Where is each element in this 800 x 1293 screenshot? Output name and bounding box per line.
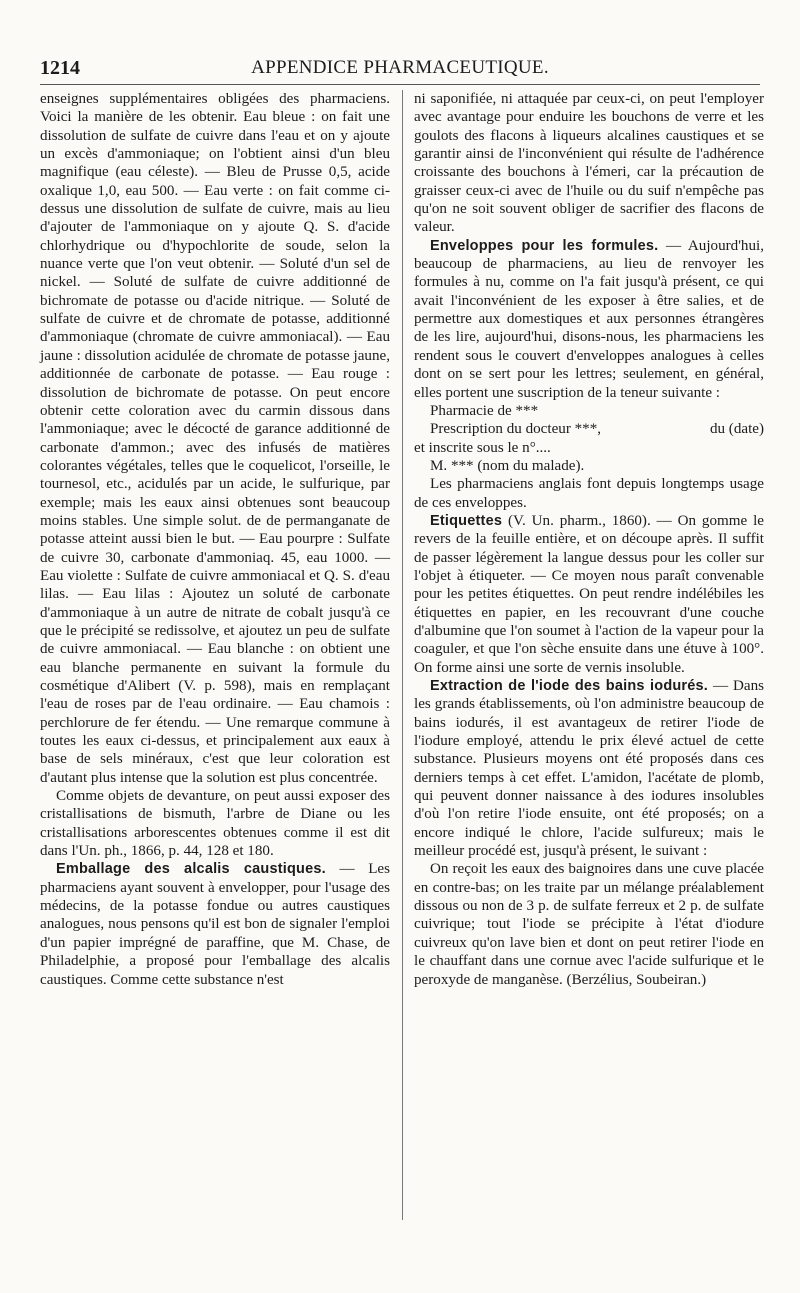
- text-labels: (V. Un. pharm., 1860). — On gomme le revers de la feuille entière, et on découpe après. Il suffit de passer légèrement la langue dessus pour les coller sur l'objet à étiqueter. — Ce moyen nous paraît convenable pour les petites étiquettes. On peut rendre indélébiles les étiquettes en papier, en les recouvrant d'une couche d'albumine que l'on soumet à l'action de la vapeur pour la coaguler, et que l'on sèche ensuite dans une étuve à 100°. On forme ainsi une sorte de vernis insoluble.: [414, 512, 764, 676]
- header-rule: [40, 84, 760, 85]
- heading-caustic-packaging: Emballage des alcalis caustiques.: [56, 861, 326, 878]
- text-envelopes: — Aujourd'hui, beaucoup de pharmaciens, au lieu de renvoyer les formules à nu, comme on l'a fait jusqu'à présent, ce qui avait l'inconvénient de les exposer à être salies, et de permettre aux domestiques et aux personnes étrangères de les lire, aujourd'hui, disons-nous, les pharmaciens les rendent sous le couvert d'enveloppes analogues à celles dont on se sert pour les lettres; seulement, en général, elles portent une suscription de la teneur suivante :: [414, 237, 764, 401]
- heading-iodine-extraction: Extraction de l'iode des bains iodurés.: [430, 678, 709, 694]
- inscription-line-prescription: [414, 420, 764, 438]
- inscription-date: du (date): [709, 421, 764, 438]
- paragraph-envelopes: [414, 237, 764, 402]
- left-column: [40, 90, 390, 989]
- paragraph-english-pharmacists: Les pharmaciens anglais font depuis longtemps usage de ces enveloppes.: [414, 476, 764, 511]
- paragraph-labels: [414, 512, 764, 677]
- heading-envelopes: Enveloppes pour les formules.: [430, 237, 659, 254]
- text-iodine-extraction: — Dans les grands établissements, où l'on administre beaucoup de bains iodurés, il est avantageux de retirer l'iode de l'iodure employé, attendu le prix élevé actuel de cette substance. Plusieurs moyens ont été proposés dans ces derniers temps à cet effet. L'amidon, l'acétate de plomb, qui peuvent donner naissance à des iodures insolubles d'où l'on retire l'iode ensuite, ont été proposés; on a encore indiqué le chlore, l'acide sulfureux; mais le meilleur procédé est, jusqu'à présent, le suivant :: [414, 678, 765, 860]
- paragraph-paraffin-continued: ni saponifiée, ni attaquée par ceux-ci, on peut l'employer avec avantage pour enduire les bouchons de verre et les goulots des flacons à liqueurs alcalines caustiques et se garantir ainsi de l'inconvénient qui résulte de l'adhérence croissante des bouchons à l'émeri, car la précaution de graisser ceux-ci avec de l'huile ou du suif n'empêche pas qu'on ne soit souvent obliger de sacrifier des flacons de valeur.: [414, 91, 764, 236]
- paragraph-colored-waters: enseignes supplémentaires obligées des pharmaciens. Voici la manière de les obtenir. Eau bleue : on fait une dissolution de sulfate de cuivre dans l'eau et on y ajoute un excès d'ammoniaque; on l'obtient ainsi d'un bleu magnifique (eau céleste). — Bleu de Prusse 0,5, acide oxalique 1,0, eau 500. — Eau verte : on fait comme ci-dessus une dissolution de sulfate de cuivre, mais au lieu d'ajouter de l'ammoniaque on y ajoute Q. S. d'acide chlorhydrique ou d'hypochlorite de soude, selon la nuance verte que l'on veut obtenir. — Soluté d'un sel de nickel. — Soluté de sulfate de cuivre additionné de bichromate de potasse ou d'acide nitrique. — Soluté de sulfate de cuivre et de chromate de potasse, additionné d'ammoniaque (chromate de cuivre ammoniacal). — Eau jaune : dissolution acidulée de chromate de potasse jaune, additionnée de carbonate de potasse. — Eau rouge : dissolution de bichromate de potasse. On peut encore obtenir cette coloration avec du carmin dissous dans l'ammoniaque; avec le décocté de garance additionné de carbonate d'ammon.; avec des infusés de matières colorantes végétales, telles que le coquelicot, l'orseille, le tournesol, etc., acidulés par un acide, le sulfurique, par exemple; mais les eaux ainsi obtenues sont beaucoup moins stables. Une simple solut. de de permanganate de potasse atteint aussi bien le but. — Eau pourpre : Sulfate de cuivre 30, carbonate d'ammoniaq. 45, eau 1000. — Eau violette : Sulfate de cuivre ammoniacal et Q. S. d'eau lilas. — Eau lilas : Ajoutez un soluté de carbonate d'ammoniaque à un autre de nitrate de cobalt jusqu'à ce que le précipité se redissolve, et ajoutez un peu de sulfate de cuivre ammoniacal. — Eau blanche : on obtient une eau blanche permanente en suivant la formule du cosmétique d'Alibert (V. p. 598), mais en remplaçant l'eau de roses par de l'eau ordinaire. — Eau chamois : perchlorure de fer étendu. — Une remarque commune à toutes les eaux ci-dessus, et principalement aux eaux à base de sels minéraux, c'est que leur coloration est d'autant plus intense que la solution est plus concentrée.: [40, 91, 390, 786]
- paragraph-iodine-procedure: On reçoit les eaux des baignoires dans une cuve placée en contre-bas; on les traite par un mélange préalablement dissous ou non de 3 p. de sulfate ferreux et 2 p. de sulfate cuivrique; tout l'iode se précipite à l'état d'iodure cuivreux qu'on lave bien et dont on peut retirer l'iode en le chauffant dans une cornue avec l'acide sulfurique et le peroxyde de manganèse. (Berzélius, Soubeiran.): [414, 861, 764, 988]
- text-caustic-packaging: — Les pharmaciens ayant souvent à envelopper, pour l'usage des médecins, de la potasse fondue ou autres caustiques analogues, nous pensons qu'il est bon de signaler l'emploi d'un papier imprégné de paraffine, que M. Chase, de Philadelphie, a proposé pour l'emballage des alcalis caustiques. Comme cette substance n'est: [40, 861, 390, 988]
- running-title: APPENDICE PHARMACEUTIQUE.: [251, 57, 549, 78]
- paragraph-caustic-packaging: [40, 860, 390, 988]
- paragraph-iodine-extraction: [414, 677, 764, 860]
- paragraph-window-displays: Comme objets de devanture, on peut aussi exposer des cristallisations de bismuth, l'arbre de Diane ou les cristallisations arborescentes obtenues comme il est dit dans l'Un. ph., 1866, p. 44, 128 et 180.: [40, 788, 390, 860]
- column-divider: [402, 90, 403, 1220]
- inscription-line-pharmacy: Pharmacie de ***: [430, 402, 539, 419]
- page-header: [40, 57, 760, 83]
- heading-labels: Etiquettes: [430, 512, 503, 529]
- inscription-prescription: Prescription du docteur ***,: [430, 421, 602, 438]
- inscription-line-number: et inscrite sous le n°....: [414, 439, 551, 456]
- page-number: 1214: [40, 57, 80, 79]
- inscription-line-patient: M. *** (nom du malade).: [430, 457, 585, 474]
- right-column: [414, 90, 764, 989]
